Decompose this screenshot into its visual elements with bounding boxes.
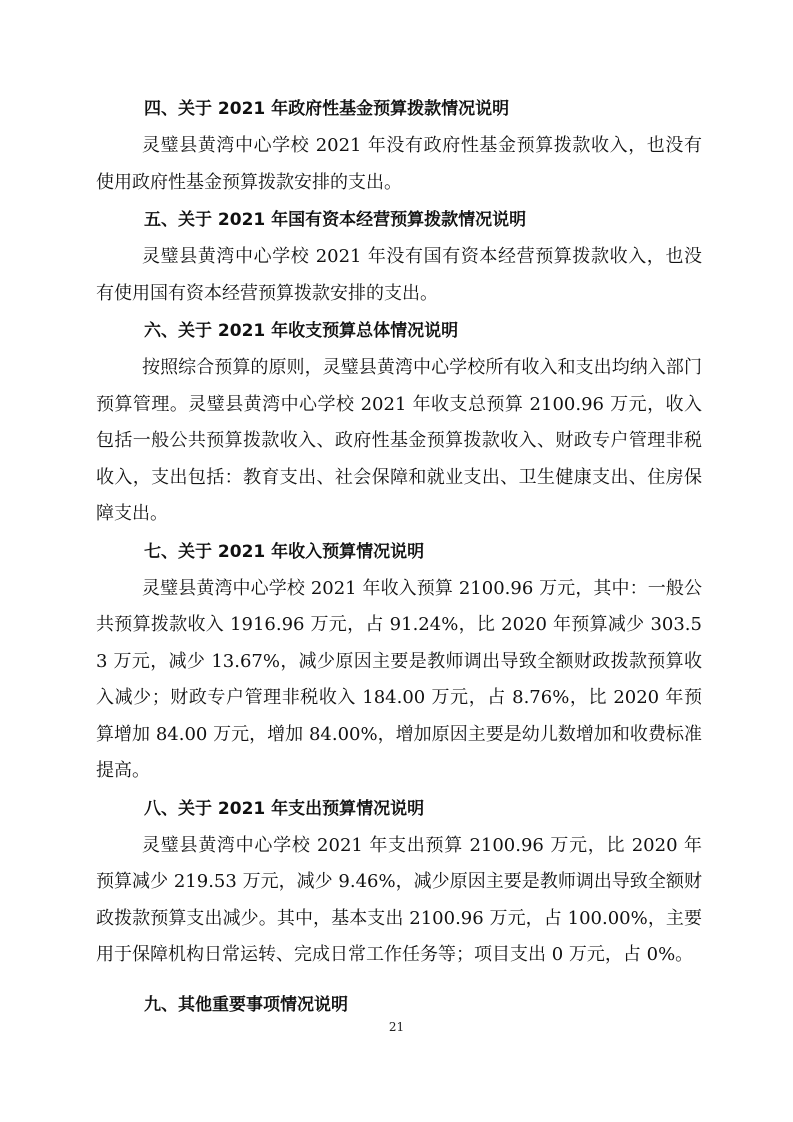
section-paragraph-6: 按照综合预算的原则，灵璧县黄湾中心学校所有收入和支出均纳入部门预算管理。灵璧县黄湾中心学校 2021 年收支总预算 2100.96 万元，收入包括一般公共预算拨款收入、政府性基金预算拨款收入、财政专户管理非税收入，支出包括：教育支出、社会保障和就业支出、卫生健康支出、住房保障支出。: [96, 357, 702, 524]
section-heading-8: 八、关于 2021 年支出预算情况说明: [144, 798, 425, 819]
section-paragraph-5: 灵璧县黄湾中心学校 2021 年没有国有资本经营预算拨款收入，也没有使用国有资本经营预算拨款安排的支出。: [96, 246, 702, 304]
section-heading-9: 九、其他重要事项情况说明: [144, 994, 348, 1015]
section-paragraph-8: 灵璧县黄湾中心学校 2021 年支出预算 2100.96 万元，比 2020 年预算减少 219.53 万元，减少 9.46%，减少原因主要是教师调出导致全额财政拨款预算支出减少。其中，基本支出 2100.96 万元，占 100.00%，主要用于保障机构日常运转、完成日常工作任务等；项目支出 0 万元，占 0%。: [96, 834, 702, 965]
section-heading-4: 四、关于 2021 年政府性基金预算拨款情况说明: [144, 99, 510, 119]
section-paragraph-4: 灵璧县黄湾中心学校 2021 年没有政府性基金预算拨款收入，也没有使用政府性基金预算拨款安排的支出。: [96, 135, 702, 193]
page-number: 21: [388, 1020, 405, 1034]
section-heading-5: 五、关于 2021 年国有资本经营预算拨款情况说明: [144, 210, 527, 230]
section-heading-7: 七、关于 2021 年收入预算情况说明: [144, 541, 425, 562]
section-paragraph-7: 灵璧县黄湾中心学校 2021 年收入预算 2100.96 万元，其中：一般公共预算拨款收入 1916.96 万元，占 91.24%，比 2020 年预算减少 303.53 万元，减少 13.67%，减少原因主要是教师调出导致全额财政拨款预算收入减少；财政专户管理非税收入 184.00 万元，占 8.76%，比 2020 年预算增加 84.00 万元，增加 84.00%，增加原因主要是幼儿数增加和收费标准提高。: [96, 577, 702, 781]
document-body: [96, 92, 702, 1024]
section-heading-6: 六、关于 2021 年收支预算总体情况说明: [144, 321, 459, 341]
